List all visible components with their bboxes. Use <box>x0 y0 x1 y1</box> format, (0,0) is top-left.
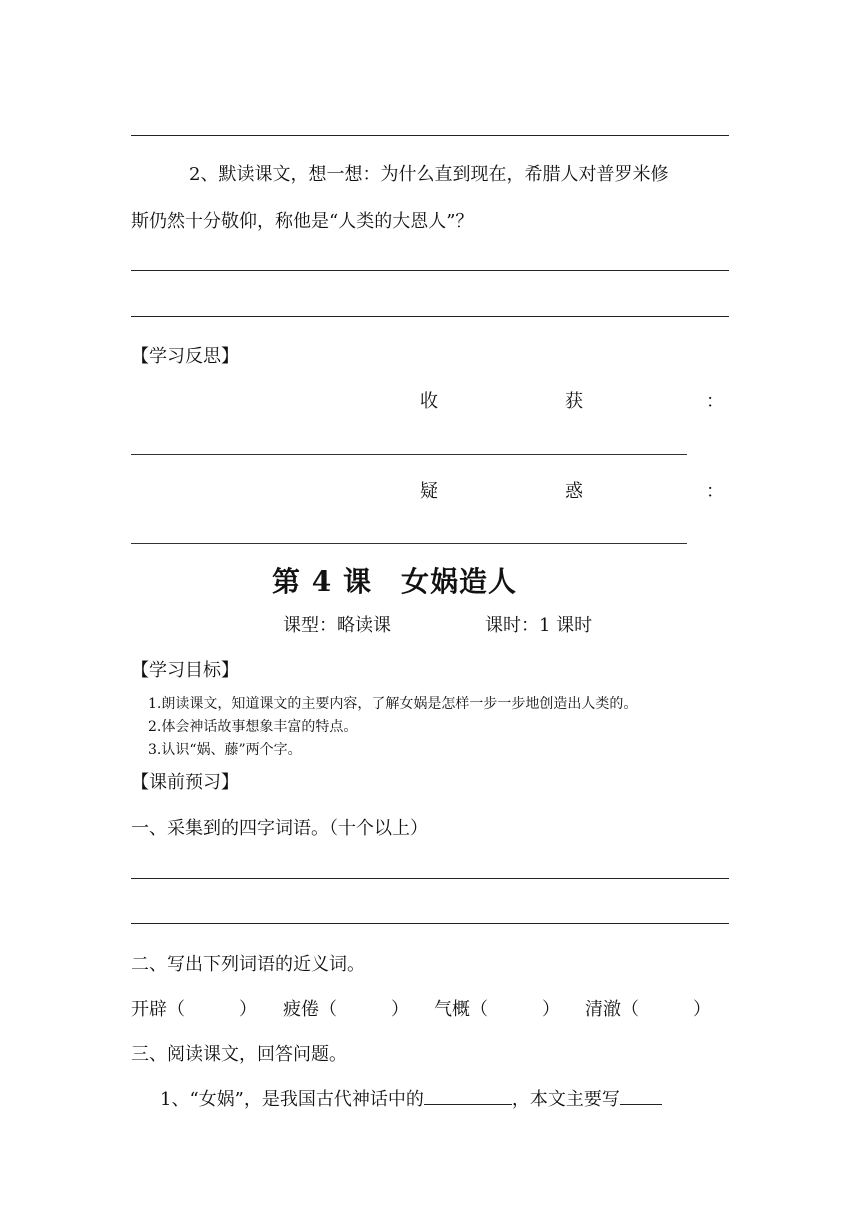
gain-label-char-2: 获 <box>565 391 583 412</box>
goal-item-3: 3.认识“娲、藤”两个字。 <box>148 742 302 758</box>
answer-line-s1-1 <box>131 878 729 879</box>
answer-line-top <box>131 135 729 136</box>
goal-item-1: 1.朗读课文，知道课文的主要内容，了解女娲是怎样一步一步地创造出人类的。 <box>148 696 638 712</box>
preview-section-1: 一、采集到的四字词语。（十个以上） <box>131 818 428 839</box>
doubt-answer-line <box>131 543 687 544</box>
doubt-label-colon: ： <box>706 481 724 502</box>
answer-line-s1-2 <box>131 923 729 924</box>
reading-question-1-part-1: 1、“女娲”，是我国古代神话中的 <box>160 1089 424 1110</box>
fill-blank-1[interactable] <box>424 1086 512 1105</box>
doubt-label-char-2: 惑 <box>565 481 583 502</box>
lesson-type: 课型：略读课 <box>283 615 391 636</box>
answer-line-q2-2 <box>131 316 729 317</box>
goal-item-2: 2.体会神话故事想象丰富的特点。 <box>148 719 358 735</box>
preview-heading: 【课前预习】 <box>131 772 239 793</box>
synonym-item-3: 气概（ ） <box>434 999 560 1020</box>
synonym-item-4: 清澈（ ） <box>585 999 711 1020</box>
gain-label-char-1: 收 <box>420 391 438 412</box>
answer-line-q2-1 <box>131 270 729 271</box>
reflection-heading: 【学习反思】 <box>131 346 239 367</box>
lesson-title: 第 4 课 女娲造人 <box>272 565 517 598</box>
synonym-item-1: 开辟（ ） <box>131 999 257 1020</box>
reading-question-1 <box>160 1085 662 1111</box>
preview-section-2: 二、写出下列词语的近义词。 <box>131 954 365 975</box>
preview-section-3: 三、阅读课文，回答问题。 <box>131 1044 347 1065</box>
doubt-label-char-1: 疑 <box>420 481 438 502</box>
question-2-line-1: 2、默读课文，想一想：为什么直到现在，希腊人对普罗米修 <box>189 164 669 185</box>
reading-question-1-part-2: ，本文主要写 <box>511 1089 620 1110</box>
gain-label-colon: ： <box>706 391 724 412</box>
synonym-item-2: 疲倦（ ） <box>283 999 409 1020</box>
lesson-hours: 课时：1 课时 <box>485 615 593 636</box>
fill-blank-2[interactable] <box>620 1086 662 1105</box>
goals-heading: 【学习目标】 <box>131 660 239 681</box>
gain-answer-line <box>131 454 687 455</box>
question-2-line-2: 斯仍然十分敬仰，称他是“人类的大恩人”？ <box>131 211 474 232</box>
